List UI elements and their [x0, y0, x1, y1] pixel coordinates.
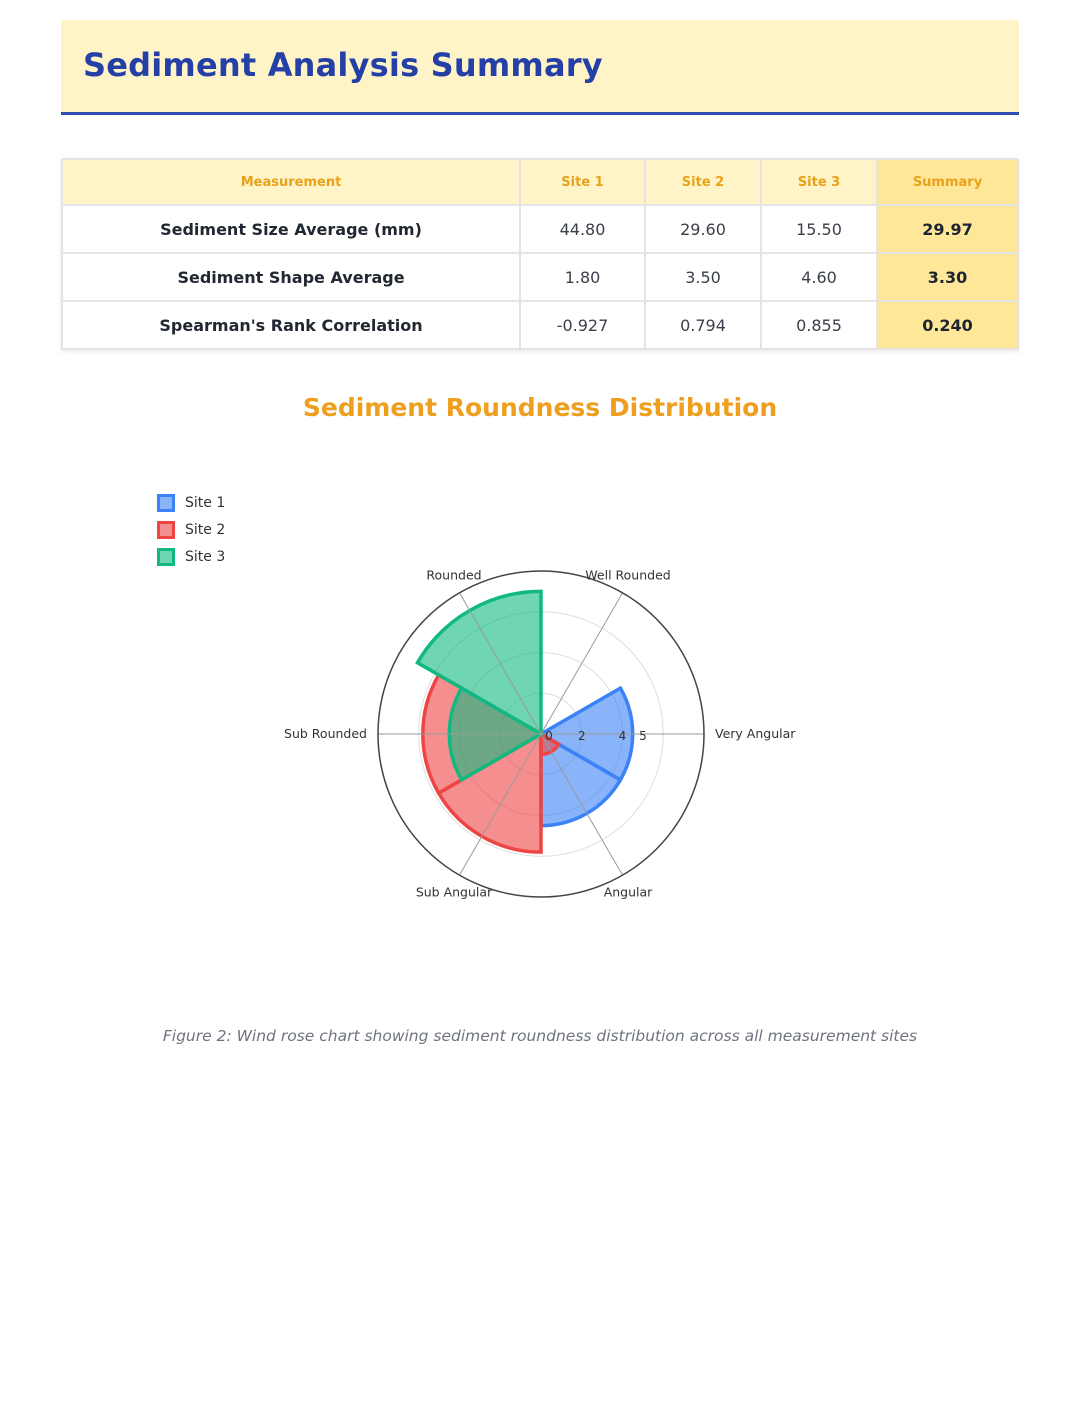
radial-tick-label: 0: [545, 729, 553, 743]
row-label: Sediment Size Average (mm): [62, 205, 520, 253]
cell-site-1: 1.80: [520, 253, 645, 301]
column-header-summary: Summary: [877, 159, 1018, 205]
cell-summary: 29.97: [877, 205, 1018, 253]
cell-site-1: -0.927: [520, 301, 645, 349]
column-header-site-3: Site 3: [761, 159, 877, 205]
legend-label-site-2: Site 2: [185, 521, 226, 538]
cell-site-3: 4.60: [761, 253, 877, 301]
cell-site-3: 0.855: [761, 301, 877, 349]
radial-tick-label: 4: [618, 729, 627, 743]
figure-caption: Figure 2: Wind rose chart showing sediment roundness distribution across all measurement sites: [162, 1027, 918, 1045]
chart-title: Sediment Roundness Distribution: [302, 393, 778, 422]
page-title: Sediment Analysis Summary: [83, 46, 603, 84]
radial-tick-label: 5: [639, 729, 647, 743]
cell-site-2: 0.794: [645, 301, 761, 349]
radial-tick-label: 2: [577, 729, 586, 743]
cell-summary: 3.30: [877, 253, 1018, 301]
column-header-site-1: Site 1: [520, 159, 645, 205]
column-header-site-2: Site 2: [645, 159, 761, 205]
cell-site-2: 3.50: [645, 253, 761, 301]
category-label-rounded: Rounded: [426, 567, 482, 583]
row-label: Spearman's Rank Correlation: [62, 301, 520, 349]
category-label-sub-rounded: Sub Rounded: [284, 726, 367, 741]
legend-label-site-1: Site 1: [185, 494, 226, 511]
cell-summary: 0.240: [877, 301, 1018, 349]
cell-site-1: 44.80: [520, 205, 645, 253]
cell-site-2: 29.60: [645, 205, 761, 253]
category-label-well-rounded: Well Rounded: [585, 567, 671, 583]
category-label-very-angular: Very Angular: [715, 726, 796, 741]
legend-label-site-3: Site 3: [185, 548, 226, 565]
category-label-sub-angular: Sub Angular: [415, 884, 493, 900]
category-label-angular: Angular: [603, 884, 653, 900]
cell-site-3: 15.50: [761, 205, 877, 253]
column-header-measurement: Measurement: [62, 159, 520, 205]
row-label: Sediment Shape Average: [62, 253, 520, 301]
